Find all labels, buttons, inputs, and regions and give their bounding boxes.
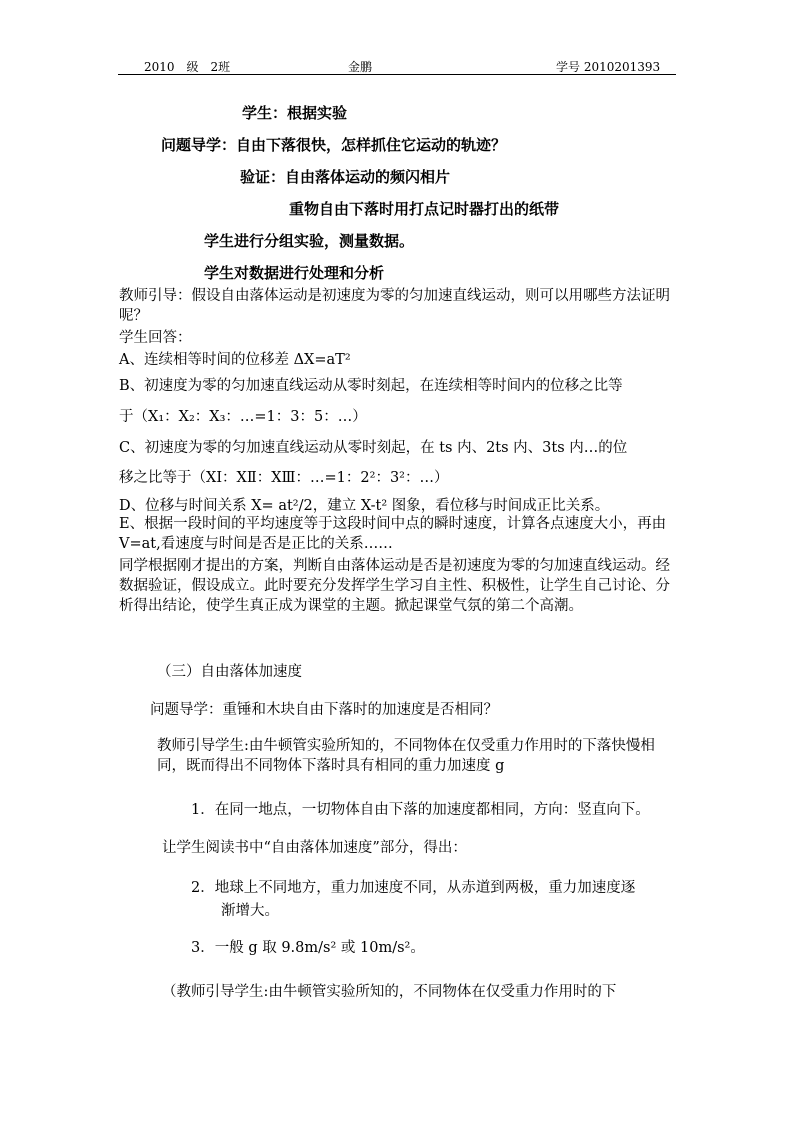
header-name: 金鹏	[348, 60, 373, 74]
line-data-analysis: 学生对数据进行处理和分析	[204, 264, 385, 282]
line-group-experiment: 学生进行分组实验，测量数据。	[204, 232, 415, 250]
teacher-question: 教师引导：假设自由落体运动是初速度为零的匀加速直线运动，则可以用哪些方法证明呢？	[119, 288, 670, 324]
reading-instruction: 让学生阅读书中“自由落体加速度”部分，得出：	[162, 840, 467, 856]
student-answer-label: 学生回答：	[119, 330, 192, 346]
summary-paragraph: 同学根据刚才提出的方案，判断自由落体运动是否是初速度为零的匀加速直线运动。经数据验证，假设成立。此时要充分发挥学生学习自主性、积极性，让学生自己讨论、分析得出结论，使学生真正成为课堂的主题。掀起课堂气氛的第二个高潮。	[119, 558, 670, 614]
item-3: 3．一般 g 取 9.8m/s² 或 10m/s²。	[191, 940, 425, 956]
answer-e: E、根据一段时间的平均速度等于这段时间中点的瞬时速度，计算各点速度大小，再由 V=at,看速度与时间是否是正比的关系……	[119, 516, 667, 552]
answer-b-line1: B、初速度为零的匀加速直线运动从零时刻起，在连续相等时间内的位移之比等	[119, 378, 623, 394]
header-student-id: 学号 2010201393	[556, 60, 661, 74]
teacher-guide-2: 教师引导学生:由牛顿管实验所知的，不同物体在仅受重力作用时的下落快慢相同，既而得出不同物体下落时具有相同的重力加速度 g	[157, 738, 655, 774]
line-question-guide: 问题导学：自由下落很快，怎样抓住它运动的轨迹？	[161, 136, 507, 154]
line-student-experiment: 学生：根据实验	[242, 104, 348, 122]
item-2-line2: 渐增大。	[221, 903, 279, 919]
answer-c-line1: C、初速度为零的匀加速直线运动从零时刻起，在 ts 内、2ts 内、3ts 内…的位	[119, 440, 628, 456]
answer-a: A、连续相等时间的位移差 ΔX=aT²	[119, 352, 351, 368]
section-3-heading: （三）自由落体加速度	[157, 664, 302, 680]
line-paper-tape: 重物自由下落时用打点记时器打出的纸带	[289, 200, 560, 218]
item-2-line1: 2．地球上不同地方，重力加速度不同，从赤道到两极，重力加速度逐	[191, 880, 636, 896]
question-guide-2: 问题导学：重锤和木块自由下落时的加速度是否相同？	[150, 702, 498, 718]
header-class: 2010 级 2班	[144, 60, 231, 74]
answer-c-line2: 移之比等于（XⅠ：XⅡ：XⅢ：…=1：2²：3²：…）	[119, 470, 449, 486]
page-header	[118, 58, 676, 75]
last-line: （教师引导学生:由牛顿管实验所知的，不同物体在仅受重力作用时的下	[162, 984, 617, 1000]
answer-d: D、位移与时间关系 X= at²/2，建立 X-t² 图象，看位移与时间成正比关系。	[119, 498, 610, 514]
line-verify: 验证：自由落体运动的频闪相片	[240, 168, 451, 186]
item-1: 1．在同一地点，一切物体自由下落的加速度都相同，方向：竖直向下。	[191, 802, 650, 818]
answer-b-line2: 于（X₁：X₂：X₃：…=1：3：5：…）	[119, 409, 367, 425]
